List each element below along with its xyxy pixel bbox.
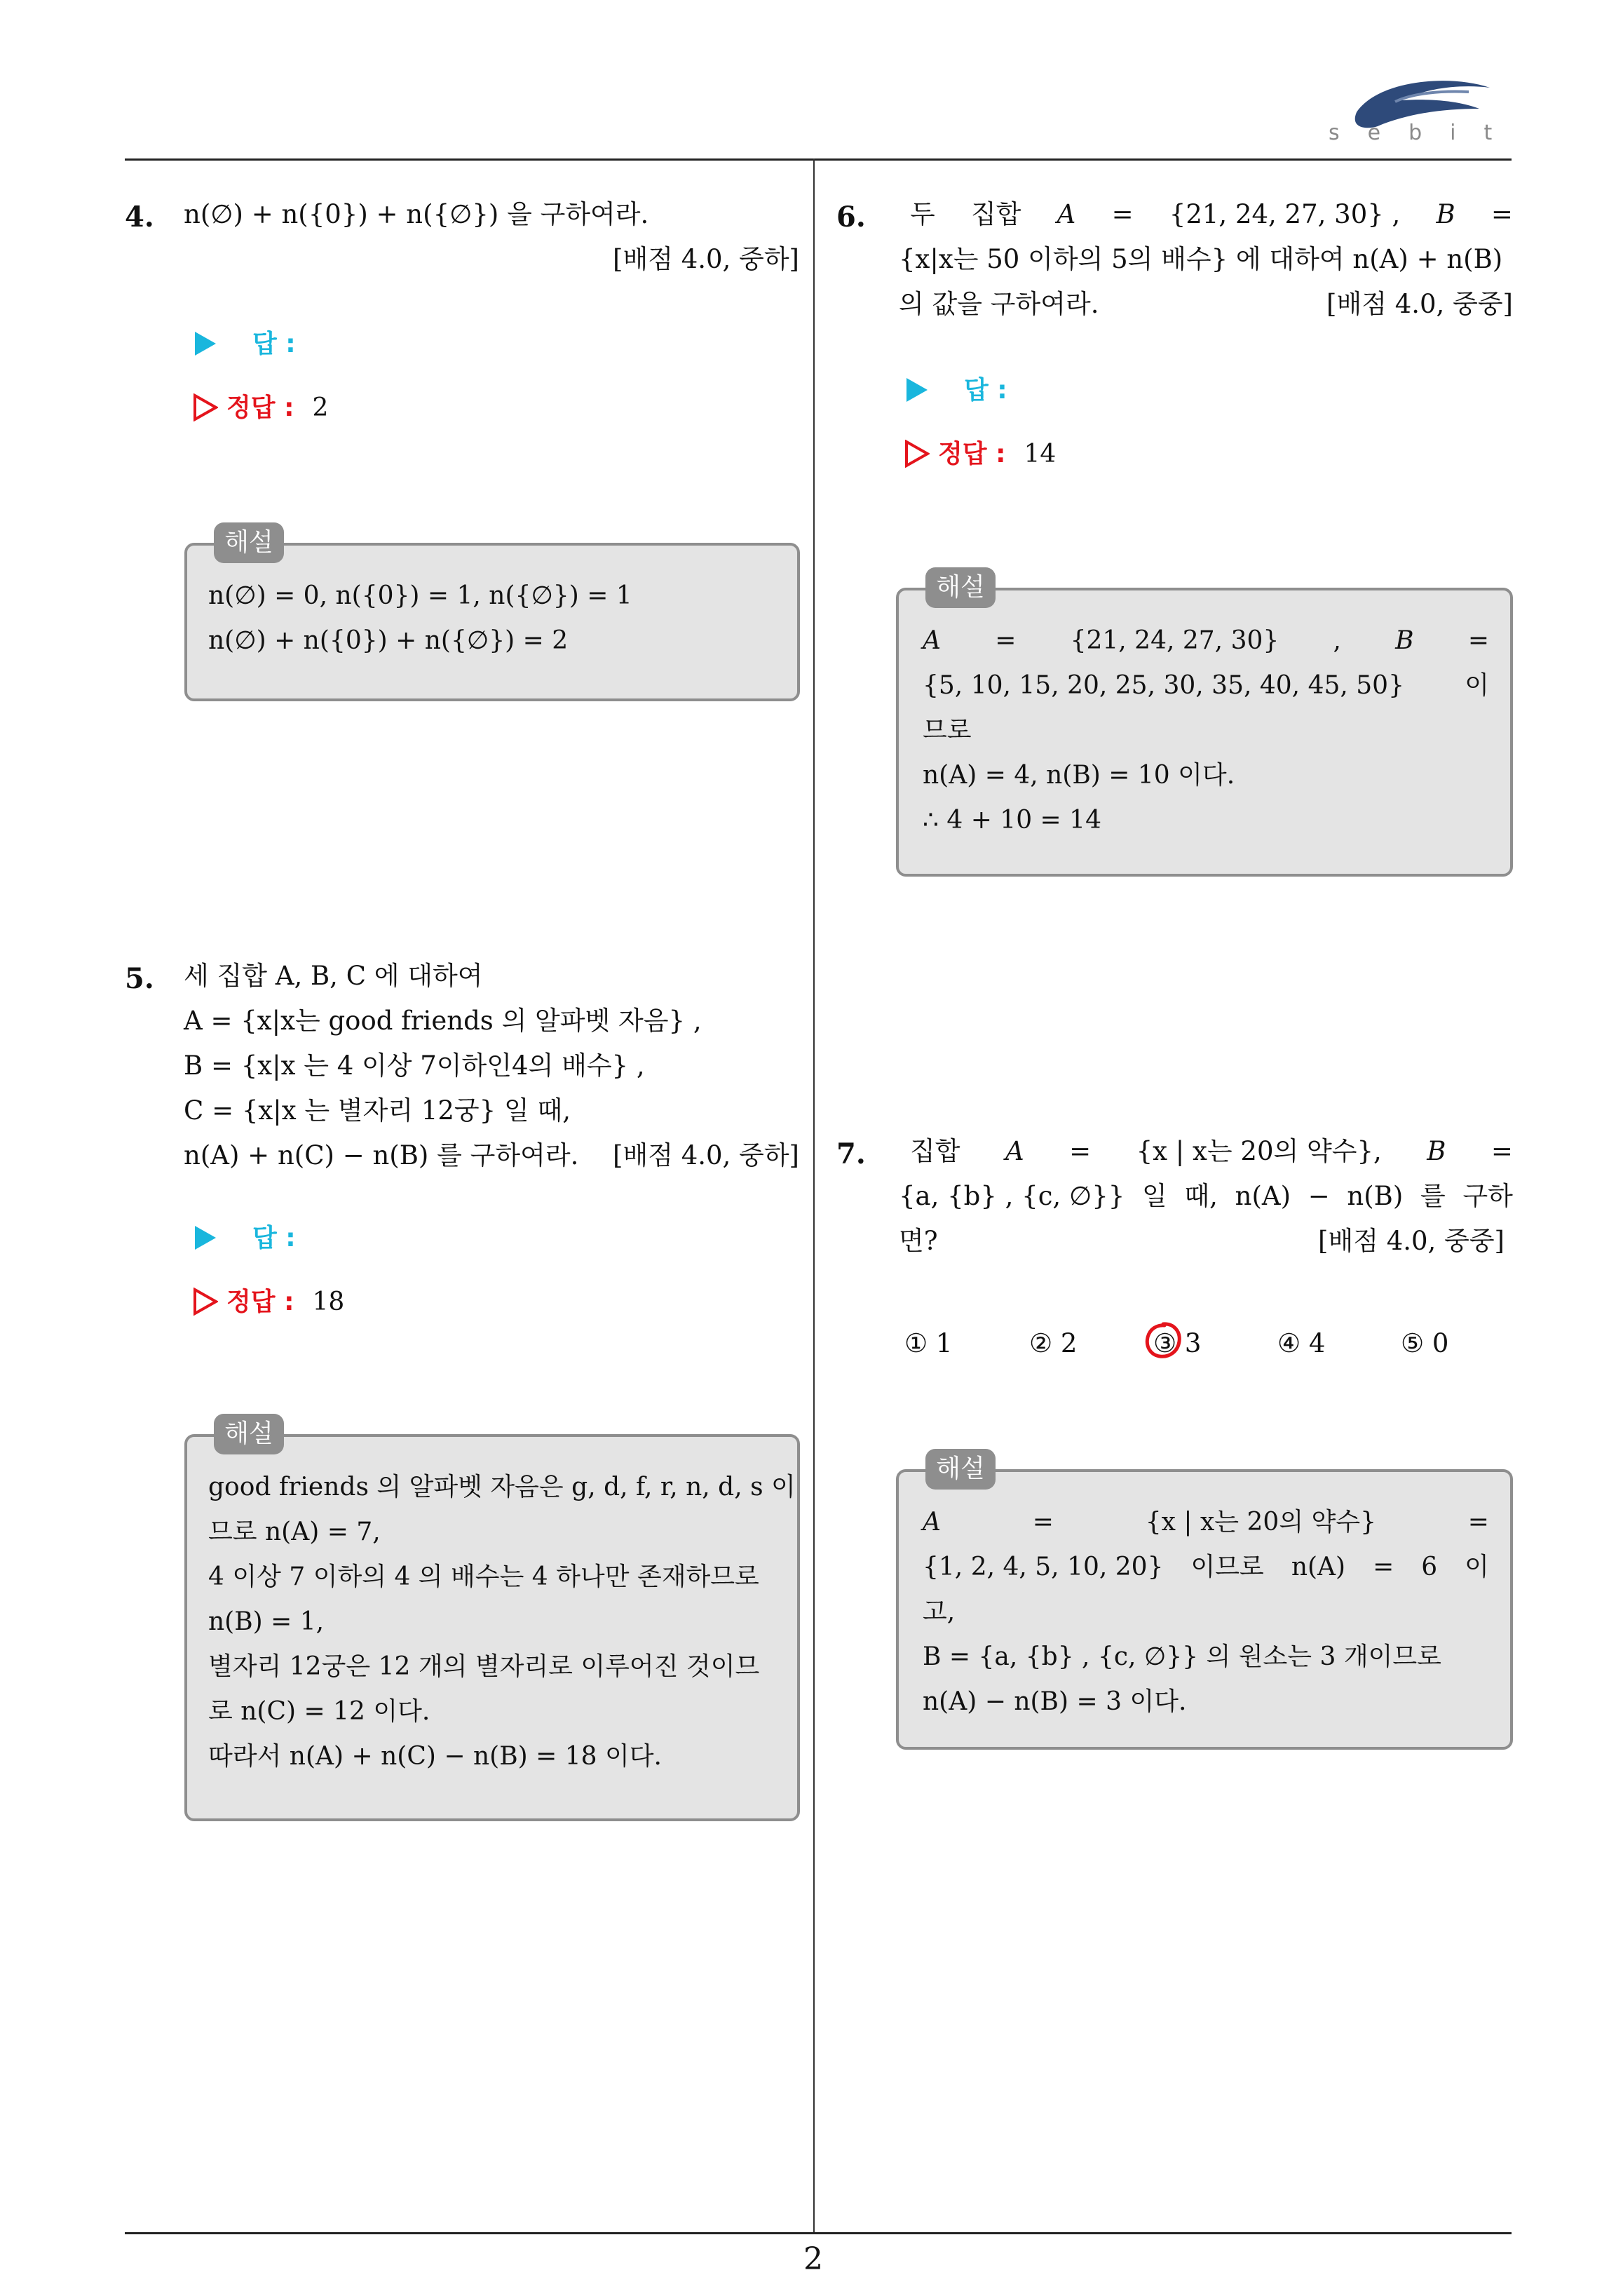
explanation-box	[184, 1434, 800, 1821]
question-line: 세 집합 A, B, C 에 대하여	[184, 961, 483, 991]
word: {a, {b} , {c, ∅}}	[899, 1181, 1125, 1211]
word: −	[1308, 1181, 1330, 1211]
question-score: [배점 4.0, 중하]	[613, 1140, 799, 1170]
explanation-tab: 해설	[214, 522, 284, 563]
word: =	[1373, 1553, 1394, 1581]
red-circle-mark-icon	[1143, 1320, 1183, 1360]
explanation-box	[896, 588, 1513, 877]
footer-rule	[125, 2232, 1512, 2234]
word: {21, 24, 27, 30}	[1070, 626, 1279, 655]
question-line: B = {x|x 는 4 이상 7이하인4의 배수} ,	[184, 1051, 645, 1081]
word: {x | x는 20의 약수},	[1136, 1136, 1382, 1166]
word: =	[1467, 626, 1489, 655]
answer-input-row[interactable]	[195, 324, 296, 360]
question-number: 5.	[125, 962, 154, 995]
word: A	[1005, 1136, 1024, 1166]
choice-4[interactable]: ④ 4	[1277, 1328, 1326, 1358]
word: ,	[1333, 626, 1341, 655]
explanation-line	[923, 1545, 1489, 1590]
word: =	[1490, 199, 1513, 229]
explanation-line: n(B) = 1,	[208, 1607, 325, 1636]
word: n(A)	[1235, 1181, 1291, 1211]
explanation-line: good friends 의 알파벳 자음은 g, d, f, r, n, d, s 이	[208, 1473, 796, 1501]
explanation-line: 별자리 12궁은 12 개의 별자리로 이루어진 것이므	[208, 1652, 760, 1681]
explanation-line: n(∅) + n({0}) + n({∅}) = 2	[208, 626, 569, 655]
question-text: n(∅) + n({0}) + n({∅}) 을 구하여라.	[184, 199, 649, 229]
explanation-line: 로 n(C) = 12 이다.	[208, 1697, 430, 1726]
word: =	[1467, 1508, 1489, 1537]
question-score: [배점 4.0, 중하]	[613, 244, 799, 274]
explanation-line: n(A) − n(B) = 3 이다.	[923, 1687, 1187, 1716]
question-line: {x|x는 50 이하의 5의 배수} 에 대하여 n(A) + n(B)	[899, 244, 1503, 274]
answer-label: 답 :	[252, 1224, 296, 1252]
logo-wordmark: sebit	[1329, 121, 1521, 145]
word: A	[923, 626, 941, 655]
question-line	[899, 1174, 1513, 1219]
correct-answer-row	[193, 1282, 344, 1318]
word: n(B)	[1347, 1181, 1404, 1211]
word: 를	[1420, 1181, 1446, 1211]
question-number: 6.	[836, 201, 866, 234]
answer-input-row[interactable]	[906, 370, 1007, 406]
outline-triangle-icon	[193, 1288, 218, 1316]
question-line	[910, 1129, 1513, 1174]
correct-value: 2	[312, 393, 329, 422]
word: {1, 2, 4, 5, 10, 20}	[923, 1553, 1164, 1581]
word: B	[1427, 1136, 1446, 1166]
correct-value: 14	[1024, 440, 1057, 468]
correct-label: 정답 :	[226, 393, 294, 422]
explanation-tab: 해설	[925, 1449, 996, 1490]
correct-label: 정답 :	[226, 1288, 294, 1316]
explanation-line: B = {a, {b} , {c, ∅}} 의 원소는 3 개이므로	[923, 1642, 1441, 1671]
explanation-line: ∴ 4 + 10 = 14	[923, 806, 1101, 835]
explanation-line: 므로	[923, 716, 972, 745]
choice-2[interactable]: ② 2	[1029, 1328, 1078, 1358]
explanation-line: 4 이상 7 이하의 4 의 배수는 4 하나만 존재하므로	[208, 1562, 759, 1591]
play-triangle-icon	[906, 378, 928, 402]
question-line: 의 값을 구하여라.	[899, 289, 1099, 319]
word: =	[995, 626, 1017, 655]
choice-3[interactable]: ③ 3	[1153, 1328, 1202, 1358]
play-triangle-icon	[195, 1226, 216, 1250]
word: A	[923, 1508, 941, 1537]
outline-triangle-icon	[904, 440, 930, 468]
word: {21, 24, 27, 30} ,	[1169, 199, 1401, 229]
word: A	[1057, 199, 1076, 229]
explanation-line: n(A) = 4, n(B) = 10 이다.	[923, 761, 1235, 790]
question-line: 면?	[899, 1226, 938, 1256]
choice-1[interactable]: ① 1	[904, 1328, 953, 1358]
explanation-line: 고,	[923, 1598, 956, 1626]
word: 때,	[1184, 1181, 1218, 1211]
word: =	[1111, 199, 1134, 229]
word: {5, 10, 15, 20, 25, 30, 35, 40, 45, 50}	[923, 671, 1404, 700]
word: 집합	[970, 199, 1021, 229]
word: n(A)	[1291, 1553, 1346, 1581]
word: =	[1490, 1136, 1513, 1166]
explanation-tab: 해설	[925, 567, 996, 608]
answer-input-row[interactable]	[195, 1218, 296, 1254]
explanation-line	[923, 663, 1489, 708]
word: B	[1436, 199, 1455, 229]
question-line: A = {x|x는 good friends 의 알파벳 자음} ,	[184, 1006, 702, 1036]
explanation-tab: 해설	[214, 1414, 284, 1454]
question-number: 7.	[836, 1137, 866, 1170]
word: 이	[1465, 1553, 1489, 1581]
word: 이	[1465, 671, 1489, 700]
correct-label: 정답 :	[938, 440, 1006, 468]
word: 두	[910, 199, 935, 229]
question-number: 4.	[125, 201, 154, 234]
word: =	[1069, 1136, 1092, 1166]
explanation-box	[184, 543, 800, 701]
question-score: [배점 4.0, 중중]	[1326, 289, 1513, 319]
explanation-line: 따라서 n(A) + n(C) − n(B) = 18 이다.	[208, 1742, 662, 1771]
word: B	[1395, 626, 1414, 655]
answer-label: 답 :	[252, 330, 296, 358]
word: 집합	[910, 1136, 960, 1166]
page-number: 2	[803, 2241, 823, 2277]
word: 일	[1141, 1181, 1167, 1211]
correct-answer-row	[904, 434, 1056, 470]
correct-answer-row	[193, 388, 328, 424]
answer-label: 답 :	[964, 376, 1007, 405]
word: 구하	[1462, 1181, 1513, 1211]
question-line: C = {x|x 는 별자리 12궁} 일 때,	[184, 1095, 571, 1126]
word: 이므로	[1190, 1553, 1264, 1581]
word: =	[1032, 1508, 1054, 1537]
choice-5[interactable]: ⑤ 0	[1401, 1328, 1449, 1358]
explanation-line	[923, 619, 1489, 663]
question-line: n(A) + n(C) − n(B) 를 구하여라.	[184, 1140, 579, 1170]
correct-value: 18	[312, 1288, 345, 1316]
outline-triangle-icon	[193, 393, 218, 421]
explanation-line: n(∅) = 0, n({0}) = 1, n({∅}) = 1	[208, 581, 632, 610]
header-rule	[125, 158, 1512, 161]
column-divider	[813, 158, 815, 2233]
question-line	[910, 192, 1513, 237]
word: 6	[1421, 1553, 1438, 1581]
play-triangle-icon	[195, 332, 216, 356]
question-score: [배점 4.0, 중중]	[1318, 1226, 1505, 1256]
explanation-line	[923, 1500, 1489, 1545]
explanation-box	[896, 1469, 1513, 1750]
explanation-line: 므로 n(A) = 7,	[208, 1518, 381, 1546]
word: {x | x는 20의 약수}	[1145, 1508, 1376, 1537]
